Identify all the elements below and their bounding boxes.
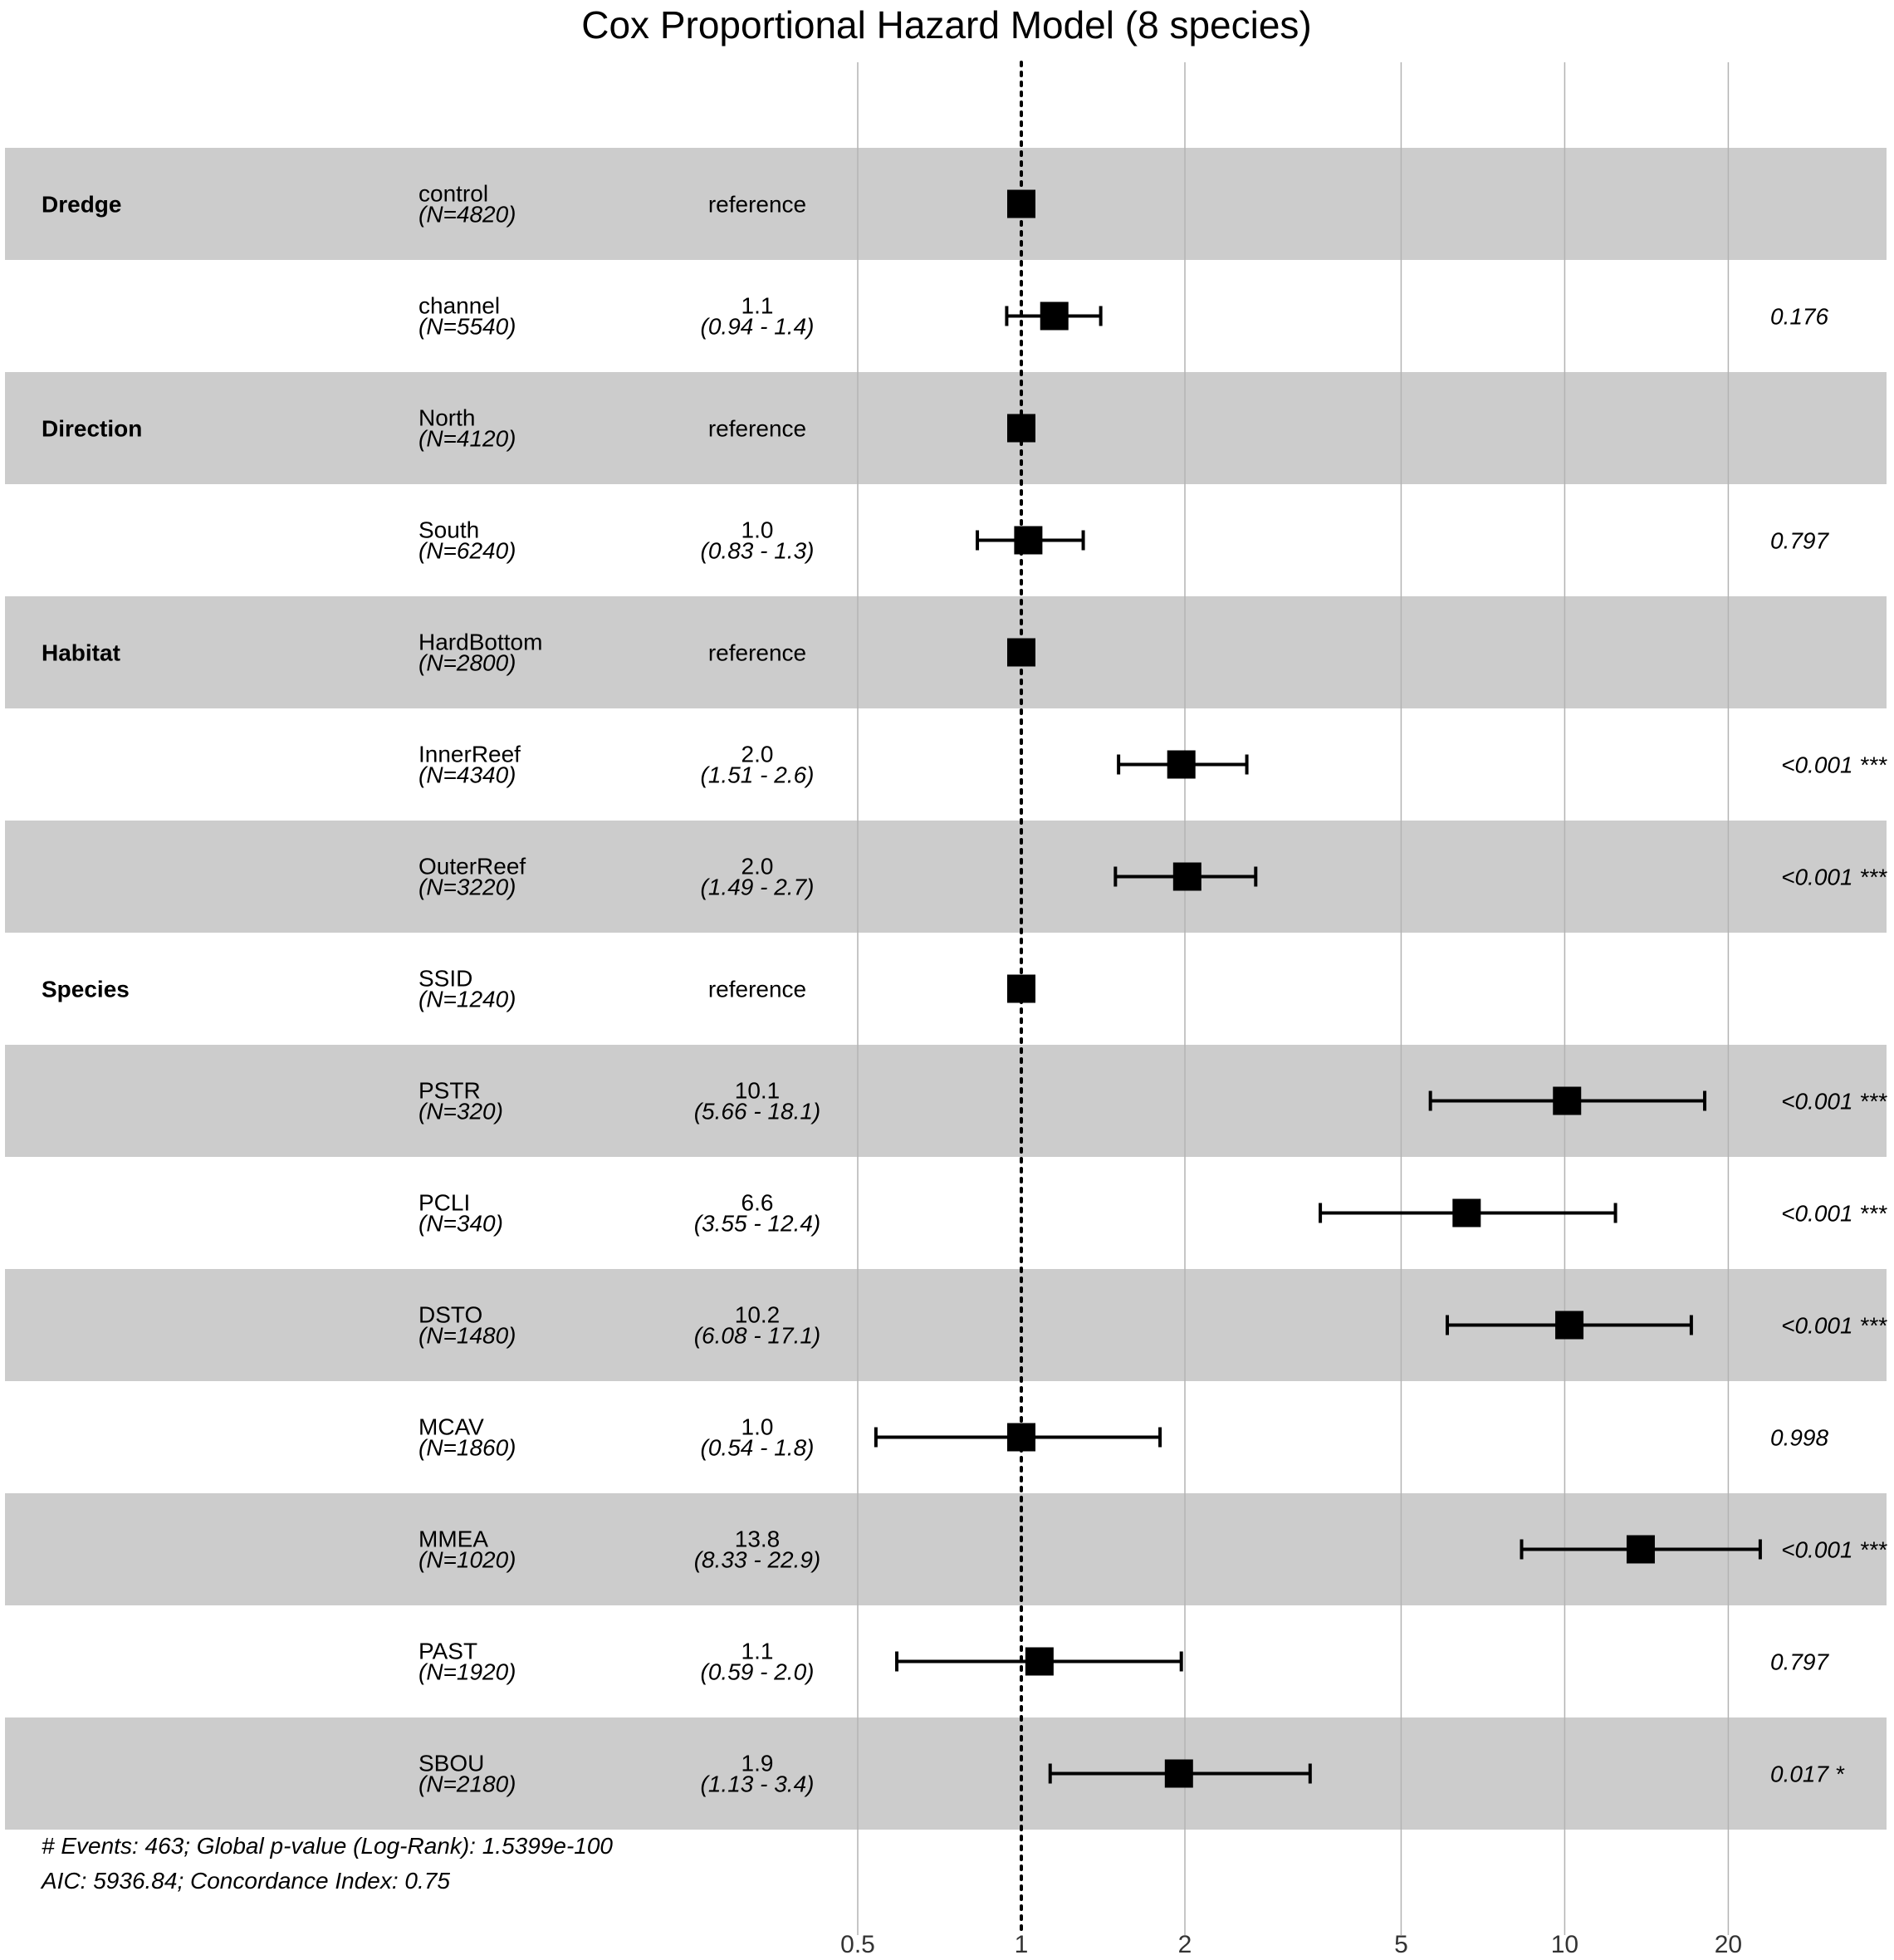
row-stripe <box>5 933 1887 1045</box>
level-label: SSID <box>418 965 473 992</box>
estimate-label: 13.8 <box>734 1526 781 1552</box>
p-value-label: <0.001 *** <box>1781 864 1887 890</box>
level-label: channel <box>418 292 501 319</box>
p-value-label: 0.998 <box>1770 1424 1829 1451</box>
ci-label: (5.66 - 18.1) <box>693 1098 821 1125</box>
x-tick-label: 2 <box>1177 1931 1192 1958</box>
n-count-label: (N=1020) <box>418 1546 516 1573</box>
estimate-label: reference <box>707 976 807 1002</box>
hazard-ratio-point <box>1007 414 1035 443</box>
n-count-label: (N=4120) <box>418 425 516 452</box>
row-stripe <box>5 821 1887 933</box>
footnote-aic: AIC: 5936.84; Concordance Index: 0.75 <box>42 1868 450 1894</box>
p-value-label: <0.001 *** <box>1781 1200 1887 1227</box>
level-label: North <box>418 404 476 431</box>
estimate-label: reference <box>707 415 807 442</box>
hazard-ratio-point <box>1173 863 1201 891</box>
estimate-label: reference <box>707 639 807 666</box>
row-stripe <box>5 1717 1887 1830</box>
estimate-label: 10.2 <box>734 1301 781 1328</box>
ci-label: (6.08 - 17.1) <box>693 1322 821 1349</box>
p-value-label: <0.001 *** <box>1781 1312 1887 1339</box>
level-label: OuterReef <box>418 853 526 880</box>
hazard-ratio-point <box>1007 975 1035 1003</box>
estimate-label: 1.1 <box>741 1638 774 1664</box>
level-label: South <box>418 517 480 543</box>
estimate-label: 1.1 <box>741 292 774 319</box>
hazard-ratio-point <box>1007 190 1035 218</box>
ci-label: (1.13 - 3.4) <box>700 1771 815 1797</box>
estimate-label: 1.0 <box>741 517 774 543</box>
p-value-label: 0.176 <box>1770 303 1829 330</box>
row-stripe <box>5 148 1887 260</box>
row-stripe <box>5 708 1887 821</box>
ci-label: (0.54 - 1.8) <box>700 1434 815 1461</box>
row-stripe <box>5 372 1887 484</box>
n-count-label: (N=2180) <box>418 1771 516 1797</box>
level-label: control <box>418 180 489 207</box>
estimate-label: 10.1 <box>734 1077 781 1104</box>
hazard-ratio-point <box>1452 1199 1480 1227</box>
hazard-ratio-point <box>1555 1311 1583 1340</box>
p-value-label: <0.001 *** <box>1781 1536 1887 1563</box>
ci-label: (1.49 - 2.7) <box>700 874 815 900</box>
variable-label: Habitat <box>42 639 120 666</box>
level-label: PSTR <box>418 1077 481 1104</box>
x-tick-label: 1 <box>1014 1931 1029 1958</box>
x-tick-label: 5 <box>1394 1931 1408 1958</box>
ci-label: (3.55 - 12.4) <box>693 1210 821 1237</box>
level-label: InnerReef <box>418 741 521 767</box>
level-label: DSTO <box>418 1301 483 1328</box>
estimate-label: 1.9 <box>741 1750 774 1776</box>
ci-label: (0.83 - 1.3) <box>700 537 815 564</box>
hazard-ratio-point <box>1167 751 1196 779</box>
variable-label: Species <box>42 976 130 1002</box>
n-count-label: (N=1480) <box>418 1322 516 1349</box>
hazard-ratio-point <box>1014 527 1042 555</box>
n-count-label: (N=3220) <box>418 874 516 900</box>
variable-label: Direction <box>42 415 143 442</box>
hazard-ratio-point <box>1007 1423 1035 1452</box>
hazard-ratio-point <box>1007 639 1035 667</box>
ci-label: (0.94 - 1.4) <box>700 313 815 340</box>
estimate-label: 2.0 <box>741 853 774 880</box>
level-label: MMEA <box>418 1526 488 1552</box>
n-count-label: (N=4340) <box>418 762 516 788</box>
p-value-label: <0.001 *** <box>1781 1088 1887 1115</box>
p-value-label: <0.001 *** <box>1781 752 1887 778</box>
chart-title: Cox Proportional Hazard Model (8 species) <box>581 3 1312 47</box>
variable-label: Dredge <box>42 191 122 218</box>
estimate-label: reference <box>707 191 807 218</box>
level-label: PAST <box>418 1638 478 1664</box>
hazard-ratio-point <box>1553 1087 1581 1115</box>
x-tick-labels <box>840 1931 1742 1958</box>
p-value-label: 0.797 <box>1770 1649 1829 1675</box>
n-count-label: (N=320) <box>418 1098 503 1125</box>
ci-label: (1.51 - 2.6) <box>700 762 815 788</box>
level-label: SBOU <box>418 1750 485 1776</box>
level-label: HardBottom <box>418 629 543 655</box>
footnote-events: # Events: 463; Global p-value (Log-Rank): 1.5399e-100 <box>42 1833 613 1859</box>
ci-label: (8.33 - 22.9) <box>693 1546 821 1573</box>
hazard-ratio-point <box>1165 1760 1193 1788</box>
n-count-label: (N=1860) <box>418 1434 516 1461</box>
p-value-label: 0.797 <box>1770 527 1829 554</box>
level-label: PCLI <box>418 1189 471 1216</box>
n-count-label: (N=1920) <box>418 1659 516 1685</box>
n-count-label: (N=6240) <box>418 537 516 564</box>
hazard-ratio-point <box>1025 1648 1054 1676</box>
level-label: MCAV <box>418 1414 484 1440</box>
n-count-label: (N=5540) <box>418 313 516 340</box>
estimate-label: 6.6 <box>741 1189 774 1216</box>
x-tick-label: 20 <box>1714 1931 1743 1958</box>
hazard-ratio-point <box>1040 302 1069 331</box>
hazard-ratio-point <box>1627 1536 1655 1564</box>
row-stripe <box>5 596 1887 708</box>
n-count-label: (N=340) <box>418 1210 503 1237</box>
row-stripes <box>5 148 1887 1830</box>
p-value-label: 0.017 * <box>1770 1761 1844 1787</box>
x-tick-label: 0.5 <box>840 1931 875 1958</box>
x-tick-label: 10 <box>1550 1931 1579 1958</box>
ci-label: (0.59 - 2.0) <box>700 1659 815 1685</box>
n-count-label: (N=2800) <box>418 649 516 676</box>
row-stripe <box>5 260 1887 372</box>
row-stripe <box>5 484 1887 596</box>
n-count-label: (N=1240) <box>418 986 516 1012</box>
n-count-label: (N=4820) <box>418 201 516 228</box>
estimate-label: 1.0 <box>741 1414 774 1440</box>
estimate-label: 2.0 <box>741 741 774 767</box>
